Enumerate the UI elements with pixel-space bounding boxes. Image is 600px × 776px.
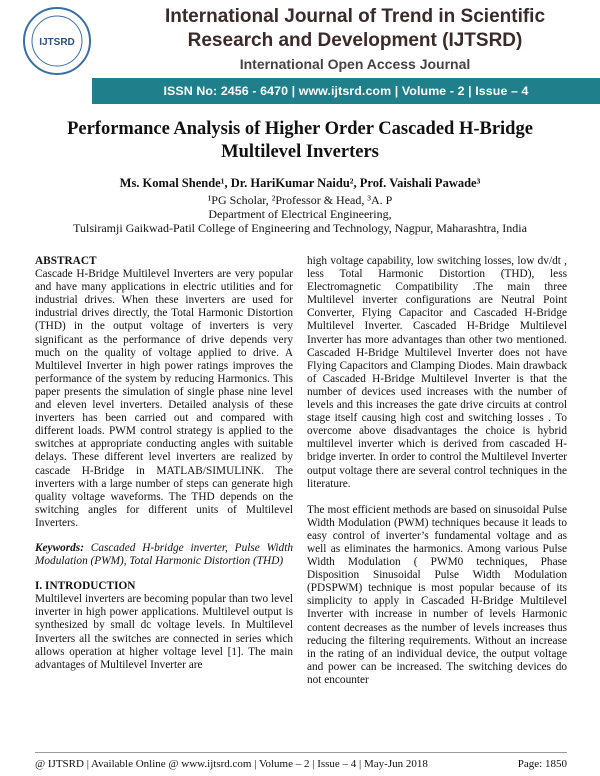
- footer-info: @ IJTSRD | Available Online @ www.ijtsrd.com | Volume – 2 | Issue – 4 | May-Jun 2018: [35, 758, 428, 770]
- author-list: Ms. Komal Shende¹, Dr. HariKumar Naidu², Prof. Vaishali Pawade³: [119, 176, 481, 190]
- abstract-heading: ABSTRACT: [35, 255, 97, 267]
- issn-bar: ISSN No: 2456 - 6470 | www.ijtsrd.com | Volume - 2 | Issue – 4: [92, 78, 600, 104]
- keywords-label: Keywords:: [35, 541, 84, 554]
- journal-name-line1: International Journal of Trend in Scientific: [164, 6, 546, 27]
- journal-banner: [0, 0, 600, 108]
- journal-name-line2: Research and Development (IJTSRD): [187, 30, 523, 51]
- paper-title: [40, 118, 560, 164]
- department: Department of Electrical Engineering,: [208, 207, 392, 221]
- left-column: [35, 255, 293, 672]
- college: Tulsiramji Gaikwad-Patil College of Engineering and Technology, Nagpur, Maharashtra, India: [73, 221, 527, 235]
- paper-title-line2: Multilevel Inverters: [221, 142, 379, 162]
- right-para-2: The most efficient methods are based on sinusoidal Pulse Width Modulation (PWM) techniques because it leads to easy control of inverter’s fundamental voltage and as well as eliminates the harmonics. Among various Pulse Width Modulation ( PWM0 techniques, Phase Disposition Sinusoidal Pulse Width Modulation (PDSPWM) technique is most popular because of its simplicity to apply in Cascaded H-Bridge Multilevel Inverter with increase in number of levels Harmonic content decreases as the number of levels increases thus reducing the filtering requirements. Without an increase in the rating of an individual device, the output voltage and power can be increased. The switching devices do not encounter: [307, 503, 567, 686]
- author-roles: ¹PG Scholar, ²Professor & Head, ³A. P: [207, 193, 393, 207]
- open-access-label: International Open Access Journal: [239, 56, 471, 72]
- paper-title-line1: Performance Analysis of Higher Order Cascaded H-Bridge: [67, 119, 533, 139]
- keywords-text: Cascaded H-bridge inverter, Pulse Width Modulation (PWM), Total Harmonic Distortion (THD): [35, 541, 293, 568]
- introduction-text: Multilevel inverters are becoming popular than two level inverter in high power applications. Multilevel output is synthesized by small dc voltage levels. In Multilevel Inverters all the switches are connected in series which allows operation at higher voltage level [1]. The main advantages of Multilevel Inverter are: [35, 593, 293, 671]
- logo-text: IJTSRD: [39, 37, 75, 48]
- abstract-text: Cascade H-Bridge Multilevel Inverters are very popular and have many applications in electric utilities and for industrial drives. When these inverters are used for industrial drives directly, the Total Harmonic Distortion (THD) in the output voltage of inverters is very significant as the performance of drive depends very much on the quality of voltage applied to drive. A Multilevel Inverter in high power ratings improves the performance of the system by reducing Harmonics. This paper presents the simulation of single phase nine level and eleven level inverters. Detailed analysis of these inverters has been carried out and compared with different loads. PWM control strategy is applied to the switches at appropriate conducting angles with suitable delays. These different level inverters are realized by cascade H-Bridge in MATLAB/SIMULINK. The inverters with a large number of steps can generate high quality voltage waveforms. The THD depends on the switching angles for different units of Multilevel Inverters.: [35, 268, 293, 529]
- right-column: [307, 255, 567, 687]
- page-number: Page: 1850: [517, 758, 567, 770]
- introduction-heading: I. INTRODUCTION: [35, 580, 136, 593]
- right-para-1: high voltage capability, low switching losses, low dv/dt , less Total Harmonic Distortion (THD), less Electromagnetic Compatibility .The main three Multilevel inverter configurations are Neutral Point Converter, Flying Capacitor and Cascaded H-Bridge Multilevel Inverter. Cascaded H-Bridge Multilevel Inverter has more advantages than other two mentioned. Cascaded H-Bridge Multilevel Inverter does not have Flying Capacitors and Clamping Diodes. Main drawback of Cascaded H-Bridge Multilevel Inverter is that the number of devices used increases with the number of levels and this increases the gate drive circuits at control stage itself causing high cost and switching losses . To overcome above disadvantages the choice is hybrid multilevel inverter which is derived from cascaded H-bridge inverter. In order to control the Multilevel Inverter output voltage there are several control techniques in the literature.: [307, 255, 567, 490]
- journal-logo: [22, 6, 92, 76]
- keywords: [35, 542, 293, 568]
- footer-divider: [35, 752, 567, 753]
